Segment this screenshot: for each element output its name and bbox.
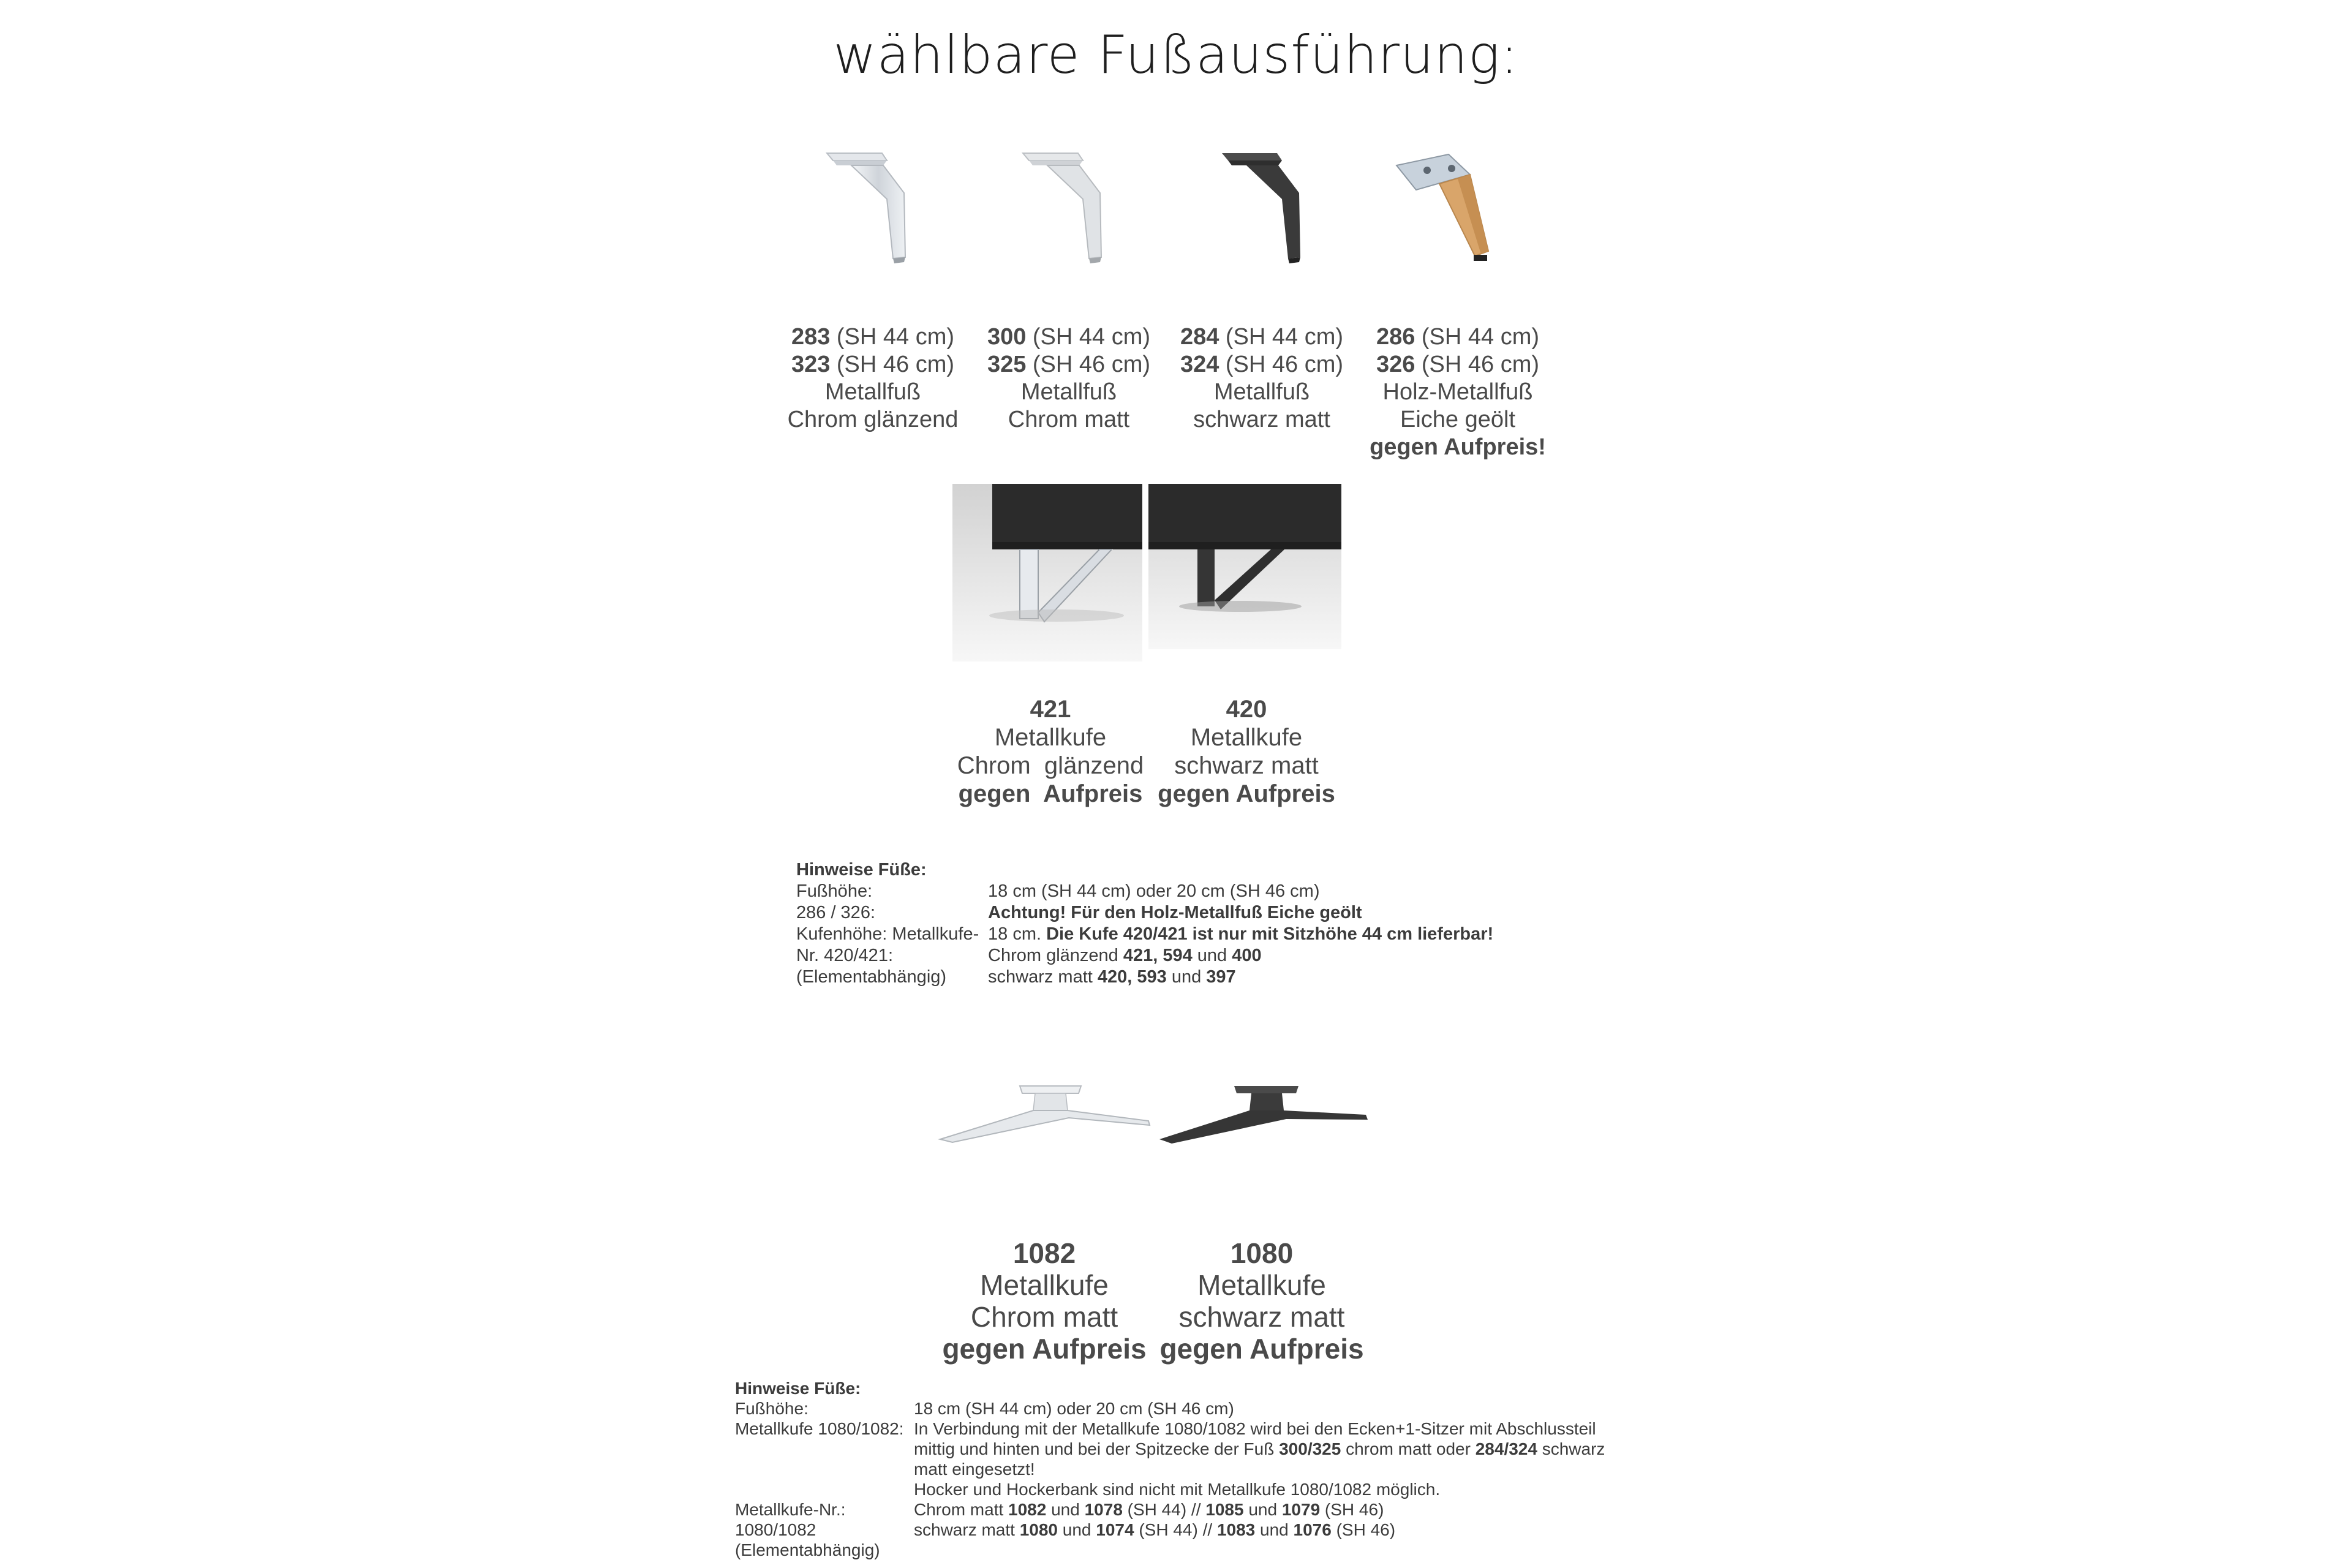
notes-2-chrome-and-1: und bbox=[1046, 1500, 1085, 1519]
notes-2-row-chrome bbox=[735, 1499, 1605, 1520]
notes-1-chrome-code-400: 400 bbox=[1232, 946, 1262, 965]
notes-2-black-and-2: und bbox=[1255, 1520, 1294, 1539]
notes-2-code-1078: 1078 bbox=[1084, 1500, 1123, 1519]
bar-skid-1080-black-image bbox=[1155, 1081, 1375, 1148]
notes-2-code-1082: 1082 bbox=[1008, 1500, 1047, 1519]
notes-2-stool-note: Hocker und Hockerbank sind nicht mit Metallkufe 1080/1082 möglich. bbox=[914, 1480, 1441, 1499]
notes-2-element-label: (Elementabhängig) bbox=[735, 1540, 880, 1559]
notes-2-row-black bbox=[735, 1520, 1605, 1540]
notes-1-element-label: (Elementabhängig) bbox=[796, 967, 947, 987]
foot-323-code: 323 bbox=[791, 352, 831, 377]
notes-1-row-chrome bbox=[796, 945, 1493, 967]
notes-2-row-element bbox=[735, 1540, 1605, 1560]
notes-2-cont-matt: matt eingesetzt! bbox=[914, 1460, 1035, 1479]
foot-284-type: Metallfuß bbox=[1213, 379, 1310, 405]
notes-2-black-and-1: und bbox=[1058, 1520, 1096, 1539]
notes-1-row-black bbox=[796, 967, 1493, 988]
foot-286-code: 286 bbox=[1376, 324, 1415, 350]
notes-1-skid-warning: Die Kufe 420/421 ist nur mit Sitzhöhe 44 cm lieferbar! bbox=[1046, 924, 1494, 944]
bar-skid-1082-surcharge: gegen Aufpreis bbox=[942, 1333, 1147, 1365]
notes-2-row-bar-skid bbox=[735, 1419, 1605, 1439]
notes-1-heading: Hinweise Füße: bbox=[796, 860, 927, 880]
foot-286-surcharge: gegen Aufpreis! bbox=[1370, 434, 1546, 460]
notes-2-black-sh46: (SH 46) bbox=[1331, 1520, 1396, 1539]
skid-421-type: Metallkufe bbox=[994, 724, 1107, 751]
notes-2-foot-height-value: 18 cm (SH 44 cm) oder 20 cm (SH 46 cm) bbox=[914, 1399, 1234, 1418]
notes-2-cont-text-a: mittig und hinten und bei der Spitzecke der Fuß bbox=[914, 1439, 1280, 1458]
foot-324-code: 324 bbox=[1180, 352, 1219, 377]
notes-2-code-1076: 1076 bbox=[1293, 1520, 1332, 1539]
notes-1-286-label: 286 / 326: bbox=[796, 903, 875, 922]
notes-2-row-bar-skid-cont-3 bbox=[735, 1479, 1605, 1499]
skid-420-surcharge: gegen Aufpreis bbox=[1158, 780, 1335, 807]
notes-1-black-and: und bbox=[1166, 967, 1207, 987]
notes-1-row-skid-height bbox=[796, 924, 1493, 945]
foot-325-code: 325 bbox=[987, 352, 1027, 377]
notes-2-code-1083: 1083 bbox=[1216, 1520, 1256, 1539]
notes-2-foot-height-label: Fußhöhe: bbox=[735, 1399, 809, 1418]
bar-skid-1080-caption bbox=[1142, 1237, 1381, 1365]
foot-284-black-matt-image bbox=[1210, 147, 1320, 270]
notes-1-black-codes: 420, 593 bbox=[1097, 967, 1167, 987]
notes-1-chrome-and: und bbox=[1192, 946, 1232, 965]
notes-feet-2 bbox=[735, 1378, 1605, 1560]
notes-2-heading: Hinweise Füße: bbox=[735, 1379, 861, 1398]
skid-420-black-image bbox=[1148, 484, 1341, 649]
notes-2-code-1080: 1080 bbox=[1019, 1520, 1058, 1539]
bar-skid-1080-finish: schwarz matt bbox=[1178, 1301, 1345, 1333]
foot-286-type: Holz-Metallfuß bbox=[1382, 379, 1533, 405]
notes-2-chrome-sh44: (SH 44) // bbox=[1122, 1500, 1206, 1519]
notes-1-chrome-text: Chrom glänzend bbox=[988, 946, 1123, 965]
skid-421-code: 421 bbox=[1030, 696, 1071, 723]
notes-2-code-1079: 1079 bbox=[1281, 1500, 1321, 1519]
notes-1-row-286 bbox=[796, 902, 1493, 924]
notes-2-bar-skid-number-label: Metallkufe-Nr.: bbox=[735, 1500, 846, 1519]
notes-2-code-300-325: 300/325 bbox=[1279, 1439, 1341, 1458]
notes-1-286-value: Achtung! Für den Holz-Metallfuß Eiche geölt bbox=[988, 903, 1362, 922]
notes-2-row-bar-skid-cont-1 bbox=[735, 1439, 1605, 1459]
foot-286-oak-metal-image bbox=[1390, 147, 1513, 270]
notes-2-code-284-324: 284/324 bbox=[1475, 1439, 1537, 1458]
foot-286-seat-height: (SH 44 cm) bbox=[1415, 324, 1540, 350]
foot-300-seat-height: (SH 44 cm) bbox=[1026, 324, 1151, 350]
foot-300-type: Metallfuß bbox=[1020, 379, 1117, 405]
foot-325-seat-height: (SH 46 cm) bbox=[1026, 352, 1151, 377]
skid-421-chrome-image bbox=[952, 484, 1142, 662]
foot-284-finish: schwarz matt bbox=[1193, 407, 1330, 432]
notes-feet-1 bbox=[796, 859, 1493, 988]
foot-283-code: 283 bbox=[791, 324, 831, 350]
notes-1-black-code-397: 397 bbox=[1206, 967, 1236, 987]
foot-283-finish: Chrom glänzend bbox=[787, 407, 959, 432]
foot-300-code: 300 bbox=[987, 324, 1027, 350]
page-title: wählbare Fußausführung: bbox=[833, 24, 1519, 86]
bar-skid-1080-type: Metallkufe bbox=[1197, 1269, 1326, 1301]
foot-286-finish: Eiche geölt bbox=[1400, 407, 1515, 432]
foot-283-chrome-glossy-image bbox=[815, 147, 925, 270]
bar-skid-1080-code: 1080 bbox=[1230, 1237, 1294, 1269]
bar-skid-1082-chrome-image bbox=[934, 1081, 1155, 1148]
foot-326-code: 326 bbox=[1376, 352, 1415, 377]
notes-1-skid-height-label: Kufenhöhe: Metallkufe- bbox=[796, 924, 979, 944]
notes-1-skid-height-value: 18 cm. bbox=[988, 924, 1047, 944]
notes-1-row-foot-height bbox=[796, 881, 1493, 902]
notes-2-black-text: schwarz matt bbox=[914, 1520, 1020, 1539]
notes-1-skid-number-label: Nr. 420/421: bbox=[796, 946, 893, 965]
notes-2-row-foot-height bbox=[735, 1398, 1605, 1419]
foot-283-seat-height: (SH 44 cm) bbox=[830, 324, 955, 350]
notes-2-black-sh44: (SH 44) // bbox=[1134, 1520, 1217, 1539]
foot-284-code: 284 bbox=[1180, 324, 1219, 350]
bar-skid-1080-surcharge: gegen Aufpreis bbox=[1159, 1333, 1364, 1365]
bar-skid-1082-type: Metallkufe bbox=[980, 1269, 1109, 1301]
notes-1-chrome-codes: 421, 594 bbox=[1123, 946, 1193, 965]
foot-324-seat-height: (SH 46 cm) bbox=[1219, 352, 1344, 377]
foot-323-seat-height: (SH 46 cm) bbox=[830, 352, 955, 377]
notes-2-code-1074: 1074 bbox=[1096, 1520, 1134, 1539]
skid-420-finish: schwarz matt bbox=[1174, 752, 1319, 779]
foot-284-seat-height: (SH 44 cm) bbox=[1219, 324, 1344, 350]
skid-420-type: Metallkufe bbox=[1190, 724, 1303, 751]
foot-286-caption bbox=[1341, 323, 1574, 461]
skid-420-caption bbox=[1127, 695, 1366, 808]
bar-skid-1082-code: 1082 bbox=[1012, 1237, 1076, 1269]
skid-420-code: 420 bbox=[1226, 696, 1267, 723]
foot-300-chrome-matt-image bbox=[1011, 147, 1121, 270]
notes-2-chrome-text: Chrom matt bbox=[914, 1500, 1009, 1519]
notes-1-foot-height-label: Fußhöhe: bbox=[796, 881, 873, 901]
notes-2-bar-skid-label: Metallkufe 1080/1082: bbox=[735, 1419, 904, 1438]
notes-2-cont-text-c: chrom matt oder bbox=[1341, 1439, 1476, 1458]
foot-326-seat-height: (SH 46 cm) bbox=[1415, 352, 1540, 377]
notes-2-bar-skid-models-label: 1080/1082 bbox=[735, 1520, 816, 1539]
bar-skid-1082-finish: Chrom matt bbox=[970, 1301, 1118, 1333]
foot-283-type: Metallfuß bbox=[824, 379, 921, 405]
bar-skid-1082-caption bbox=[925, 1237, 1164, 1365]
foot-300-finish: Chrom matt bbox=[1008, 407, 1130, 432]
notes-2-cont-text-e: schwarz bbox=[1537, 1439, 1605, 1458]
notes-2-row-bar-skid-cont-2 bbox=[735, 1459, 1605, 1479]
notes-1-black-text: schwarz matt bbox=[988, 967, 1098, 987]
notes-1-foot-height-value: 18 cm (SH 44 cm) oder 20 cm (SH 46 cm) bbox=[988, 881, 1320, 901]
skid-421-surcharge: gegen Aufpreis bbox=[958, 780, 1143, 807]
notes-2-chrome-sh46: (SH 46) bbox=[1320, 1500, 1384, 1519]
skid-421-finish: Chrom glänzend bbox=[957, 752, 1144, 779]
notes-2-code-1085: 1085 bbox=[1205, 1500, 1244, 1519]
notes-2-chrome-and-2: und bbox=[1243, 1500, 1282, 1519]
notes-2-bar-skid-value: In Verbindung mit der Metallkufe 1080/1082 wird bei den Ecken+1-Sitzer mit Abschlussteil bbox=[914, 1419, 1596, 1438]
